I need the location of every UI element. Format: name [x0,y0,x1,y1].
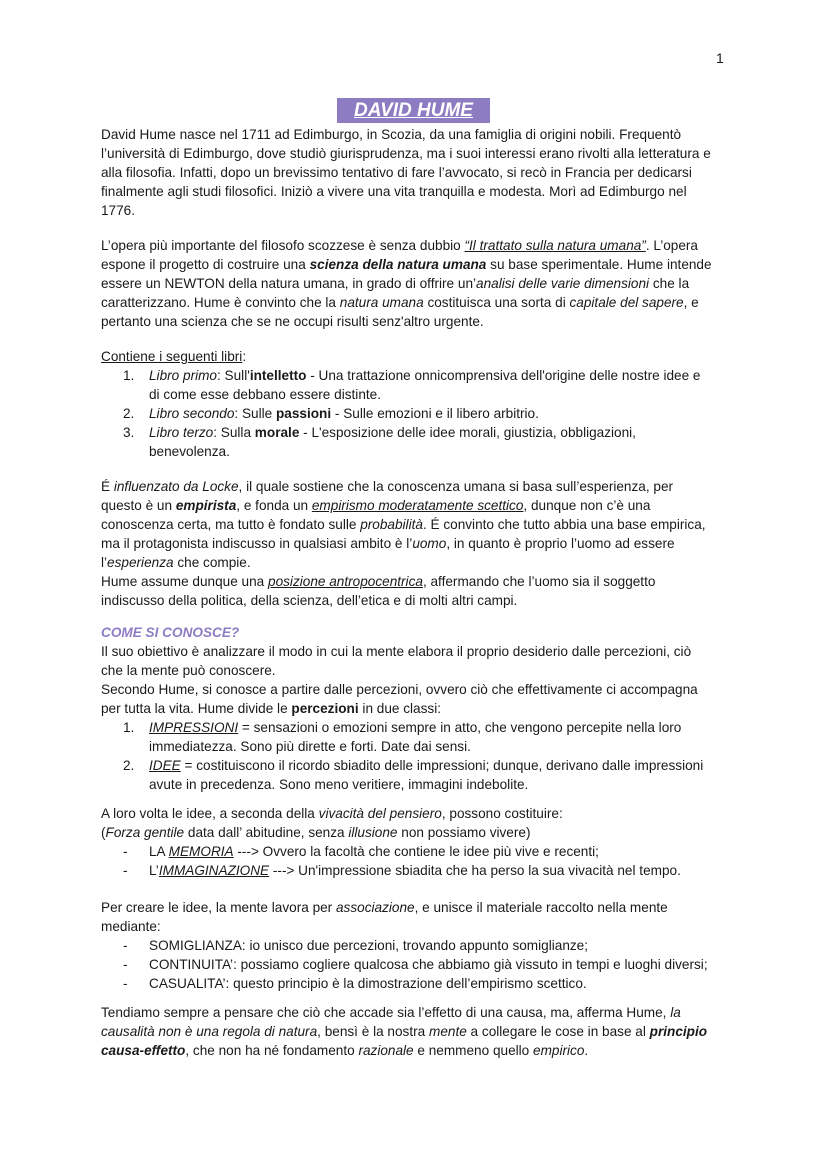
text-run: a collegare le cose in base al [466,1024,650,1039]
text-line [101,699,741,718]
text-run: influenzato da Locke [113,479,239,494]
text-line [101,1003,741,1022]
list-item-line [101,955,741,974]
list-item-line [101,842,741,861]
text-run: empirico [533,1043,585,1058]
list-marker: 1. [123,720,135,735]
text-run: probabilità [360,517,423,532]
list-marker: - [123,863,128,878]
text-line [101,623,741,642]
text-run: costituisca una sorta di [423,295,570,310]
text-run: = costituiscono il ricordo sbiadito delle impressioni; dunque, derivano dalle impressioni [180,758,704,773]
text-run: Il suo obiettivo è analizzare il modo in cui la mente elabora il proprio desiderio dalle percezioni, ciò [101,644,692,659]
text-run: mente [429,1024,467,1039]
list-item-line [101,385,741,404]
text-run: SOMIGLIANZA: io unisco due percezioni, trovando appunto somiglianze; [149,938,589,953]
list-marker: - [123,844,128,859]
list-marker: - [123,938,128,953]
text-run: Forza gentile [105,825,185,840]
text-run: che compie. [173,555,251,570]
text-run: empirista [175,498,237,513]
list-item-line [101,974,741,993]
text-run: l’università di Edimburgo, dove studiò giurisprudenza, ma i suoi interessi erano rivolti alla letteratura e [101,146,711,161]
text-run: , e fonda un [236,498,312,513]
list-item-line [101,775,741,794]
list-marker: - [123,957,128,972]
text-line [101,496,741,515]
text-line [101,182,741,201]
text-line [101,572,741,591]
text-run: caratterizzano. Hume è convinto che la [101,295,340,310]
page-number: 1 [716,50,724,66]
paragraph-ideas [101,804,741,880]
list-item-line [101,718,741,737]
text-run: conoscenza certa, ma tutto è fondato sulle [101,517,361,532]
text-run: esperienza [107,555,174,570]
list-marker: - [123,976,128,991]
text-run: non possiamo vivere) [397,825,531,840]
text-run: analisi delle varie dimensioni [476,276,650,291]
text-run: , il quale sostiene che la conoscenza umana si basa sull’esperienza, per [238,479,674,494]
text-run: causa-effetto [101,1043,186,1058]
text-line [101,1022,741,1041]
text-run: , dunque non c’è una [523,498,651,513]
text-run: Contiene i seguenti libri [101,349,243,364]
text-run: che la [649,276,690,291]
text-run: , che non ha né fondamento [185,1043,359,1058]
text-run: posizione antropocentrica [268,574,423,589]
text-run: CONTINUITA’: possiamo cogliere qualcosa che abbiamo già vissuto in tempi e luoghi diversi; [149,957,708,972]
text-run: uomo [412,536,447,551]
document-title: DAVID HUME [337,98,490,123]
text-run: benevolenza. [149,444,230,459]
text-run: Libro primo [149,368,217,383]
text-run: passioni [275,406,332,421]
text-line [101,804,741,823]
text-run: per tutta la vita. Hume divide le [101,701,292,716]
list-item-line [101,861,741,880]
text-run: , e [683,295,699,310]
text-run: percezioni [291,701,359,716]
text-run: Libro terzo [149,425,214,440]
list-item-line [101,423,741,442]
list-marker: 2. [123,758,135,773]
text-run: intelletto [249,368,307,383]
text-line [101,255,741,274]
list-marker: 2. [123,406,135,421]
text-run: - Una trattazione onnicomprensiva dell'origine delle nostre idee e [306,368,701,383]
text-run: David Hume nasce nel 1711 ad Edimburgo, in Scozia, da una famiglia di origini nobili. Frequentò [101,127,682,142]
section-heading: COME SI CONOSCE? [101,625,240,640]
text-run: immediatezza. Sono più dirette e forti. Date dai sensi. [149,739,471,754]
paragraph-empiricism [101,477,741,610]
text-run: scienza della natura umana [309,257,487,272]
text-line [101,201,741,220]
text-run: : Sulle [234,406,276,421]
text-run: capitale del sapere [569,295,684,310]
text-run: indiscusso della politica, della scienza, dell’etica e di molti altri campi. [101,593,518,608]
text-run: L’ [149,863,159,878]
list-item-line [101,756,741,775]
list-item-line [101,936,741,955]
text-run: natura umana [339,295,424,310]
list-item-line [101,404,741,423]
text-run: causalità non è una regola di natura [101,1024,318,1039]
text-run: Hume assume dunque una [101,574,269,589]
text-line [101,534,741,553]
text-run: di come esse debbano essere distinte. [149,387,381,402]
text-run: , affermando che l’uomo sia il soggetto [422,574,656,589]
text-run: IMMAGINAZIONE [158,863,270,878]
text-line [101,274,741,293]
text-run: pertanto una scienza che se ne occupi risulti senz'altro urgente. [101,314,484,329]
text-line [101,236,741,255]
text-run: mediante: [101,919,161,934]
text-line [101,898,741,917]
text-run: la [670,1005,681,1020]
text-run: . L’opera [645,238,698,253]
text-run: essere un NEWTON della natura umana, in grado di offrire un’ [101,276,477,291]
text-run: , in quanto è proprio l’uomo ad essere [446,536,675,551]
text-run: É [101,479,114,494]
text-run: IDEE [149,758,181,773]
text-line [101,515,741,534]
text-run: . [584,1043,589,1058]
text-run: : Sulla [213,425,255,440]
text-run: - L'esposizione delle idee morali, giustizia, obbligazioni, [299,425,636,440]
text-line [101,293,741,312]
text-run: alla filosofia. Infatti, dopo un brevissimo tentativo di fare l’avvocato, si recò in Francia per dedicarsi [101,165,692,180]
text-run: morale [254,425,300,440]
text-run: in due classi: [358,701,441,716]
paragraph-main-work [101,236,741,331]
text-run: principio [649,1024,708,1039]
text-line [101,823,741,842]
text-run: empirismo moderatamente scettico [311,498,524,513]
list-item-line [101,442,741,461]
text-run: razionale [358,1043,414,1058]
text-line [101,642,741,661]
text-run: finalmente agli studi filosofici. Iniziò a vivere una vita tranquilla e modesta. Morì ad Edimburgo nel [101,184,687,199]
text-run: questo è un [101,498,176,513]
text-line [101,661,741,680]
text-run: CASUALITA’: questo principio è la dimostrazione dell’empirismo scettico. [149,976,587,991]
text-line [101,477,741,496]
text-run: Secondo Hume, si conosce a partire dalle percezioni, ovvero ciò che effettivamente ci accompagna [101,682,698,697]
paragraph-biography [101,125,741,220]
text-run: “Il trattato sulla natura umana” [464,238,646,253]
text-line [101,163,741,182]
text-line [101,917,741,936]
text-run: IMPRESSIONI [149,720,239,735]
list-item-line [101,737,741,756]
text-run: avute in precedenza. Sono meno veritiere, immagini indebolite. [149,777,529,792]
text-line [101,125,741,144]
text-line [101,1041,741,1060]
section-come-si-conosce [101,623,741,794]
text-run: vivacità del pensiero [318,806,442,821]
text-run: associazione [336,900,415,915]
list-marker: 3. [123,425,135,440]
text-run: data dall’ abitudine, senza [184,825,349,840]
text-run: ---> Ovvero la facoltà che contiene le idee più vive e recenti; [233,844,599,859]
text-run: MEMORIA [168,844,234,859]
text-run: A loro volta le idee, a seconda della [101,806,319,821]
text-run: l’ [101,555,108,570]
text-run: su base sperimentale. Hume intende [486,257,712,272]
text-run: Per creare le idee, la mente lavora per [101,900,336,915]
text-run: = sensazioni o emozioni sempre in atto, che vengono percepite nella loro [238,720,682,735]
text-run: ---> Un'impressione sbiadita che ha perso la sua vivacità nel tempo. [269,863,681,878]
text-run: L’opera più importante del filosofo scozzese è senza dubbio [101,238,465,253]
text-run: , bensì è la nostra [317,1024,429,1039]
text-run: Tendiamo sempre a pensare che ciò che accade sia l’effetto di una causa, ma, afferma Hume, [101,1005,671,1020]
text-run: - Sulle emozioni e il libero arbitrio. [331,406,539,421]
text-run: e nemmeno quello [413,1043,534,1058]
text-run: 1776. [101,203,136,218]
paragraph-association [101,898,741,993]
text-run: : Sull' [217,368,250,383]
text-run: , e unisce il materiale raccolto nella mente [414,900,668,915]
paragraph-causality [101,1003,741,1060]
list-marker: 1. [123,368,135,383]
text-run: Libro secondo [149,406,235,421]
text-run: , possono costituire: [441,806,563,821]
text-run: LA [149,844,169,859]
text-run: espone il progetto di costruire una [101,257,310,272]
text-line [101,680,741,699]
text-line [101,347,741,366]
text-line [101,553,741,572]
list-books [101,347,741,461]
text-line [101,312,741,331]
text-line [101,144,741,163]
text-run: illusione [348,825,398,840]
text-run: ma il protagonista indiscusso in qualsiasi ambito è l’ [101,536,413,551]
text-run: : [242,349,247,364]
text-run: che la mente può conoscere. [101,663,276,678]
list-item-line [101,366,741,385]
text-line [101,591,741,610]
text-run: . É convinto che tutto abbia una base empirica, [422,517,706,532]
text-run: ( [101,825,106,840]
